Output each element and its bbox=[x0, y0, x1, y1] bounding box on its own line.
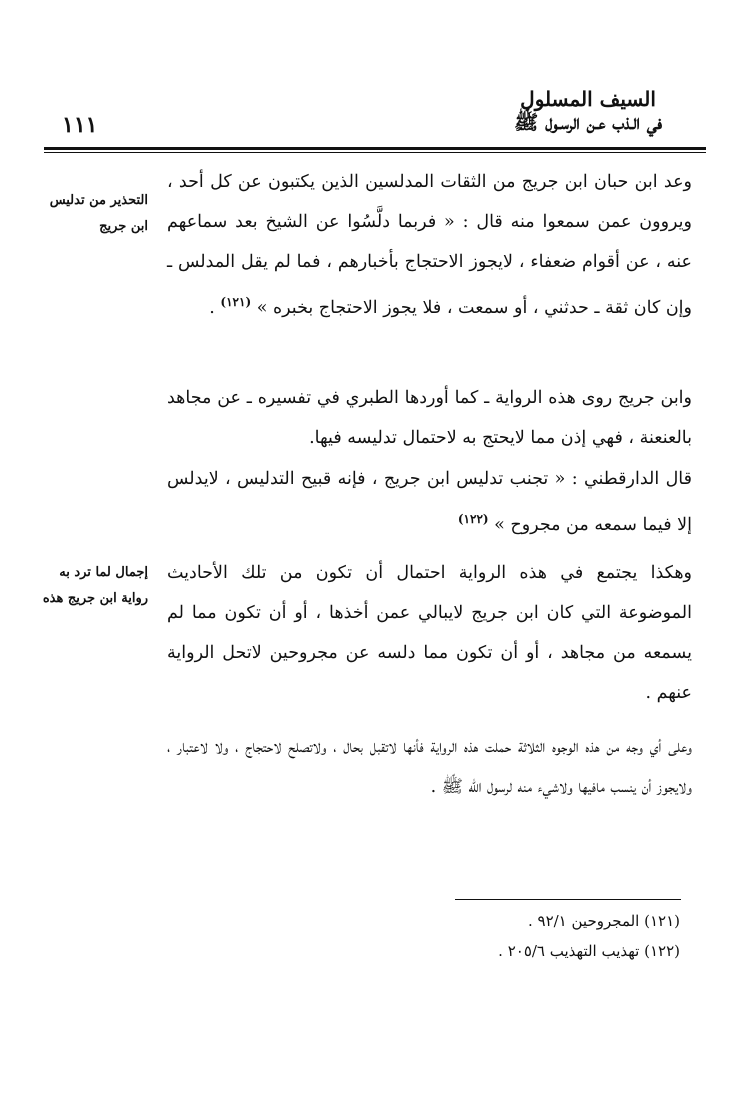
book-title-line2: في الـذب عـن الرسـول ﷺ bbox=[514, 110, 662, 134]
page-number: ١١١ bbox=[62, 112, 98, 138]
footnote-122: (١٢٢) تهذيب التهذيب ٢٠٥/٦ . bbox=[498, 942, 680, 960]
paragraph-5 bbox=[167, 727, 692, 807]
footnote-separator bbox=[455, 899, 681, 900]
paragraph-3 bbox=[167, 459, 692, 545]
paragraph-2-text: وابن جريج روى هذه الرواية ـ كما أوردها الطبري في تفسيره ـ عن مجاهد بالعنعنة ، فهي إذن مما لايحتج به لاحتمال تدليسه فيها. bbox=[167, 388, 692, 448]
paragraph-1 bbox=[167, 162, 692, 328]
paragraph-4 bbox=[167, 553, 692, 713]
footnote-ref-122[interactable]: (١٢٢) bbox=[457, 512, 489, 526]
paragraph-1-end: . bbox=[209, 297, 215, 318]
paragraph-2 bbox=[167, 378, 692, 458]
footnote-ref-121[interactable]: (١٢١) bbox=[220, 295, 252, 309]
header-rule-thin bbox=[44, 152, 706, 153]
footnotes bbox=[260, 906, 680, 966]
header-rule-thick bbox=[44, 147, 706, 150]
margin-note-2: إجمال لما ترد به رواية ابن جريج هذه bbox=[42, 565, 148, 606]
paragraph-3-text: قال الدارقطني : « تجنب تدليس ابن جريج ، فإنه قبيح التدليس ، لايدلس إلا فيما سمعه من مجروح » bbox=[167, 469, 692, 535]
margin-note-1: التحذير من تدليس ابن جريج bbox=[49, 193, 148, 234]
footnote-121: (١٢١) المجروحين ٩٢/١ . bbox=[527, 912, 680, 930]
book-title-line1: السيف المسلول bbox=[520, 87, 656, 111]
paragraph-1-text: وعد ابن حبان ابن جريج من الثقات المدلسين الذين يكتبون عن كل أحد ، ويروون عمن سمعوا منه قال : « فربما دلَّسُوا عن الشيخ بعد سماعهم عنه ، عن أقوام ضعفاء ، لايجوز الاحتجاج بأخبارهم ، فما لم يقل المدلس ـ وإن كان ثقة ـ حدثني ، أو سمعت ، فلا يجوز الاحتجاج بخبره » bbox=[167, 172, 692, 318]
paragraph-5-text: وعلى أي وجه من هذه الوجوه الثلاثة حملت هذه الرواية فأنها لاتقبل بحال ، ولاتصلح لاحتجاج ، ولا لاعتبار ، ولايجوز أن ينسب مافيها ولاشيء منه لرسول الله ﷺ . bbox=[167, 737, 692, 797]
paragraph-4-text: وهكذا يجتمع في هذه الرواية احتمال أن تكون من تلك الأحاديث الموضوعة التي كان ابن جريج لايبالي عمن أخذها ، أو أن تكون مما لم يسمعه من مجاهد ، أو أن تكون مما دلسه عن مجروحين لاتحل الرواية عنهم . bbox=[167, 563, 692, 703]
running-title bbox=[514, 88, 662, 134]
